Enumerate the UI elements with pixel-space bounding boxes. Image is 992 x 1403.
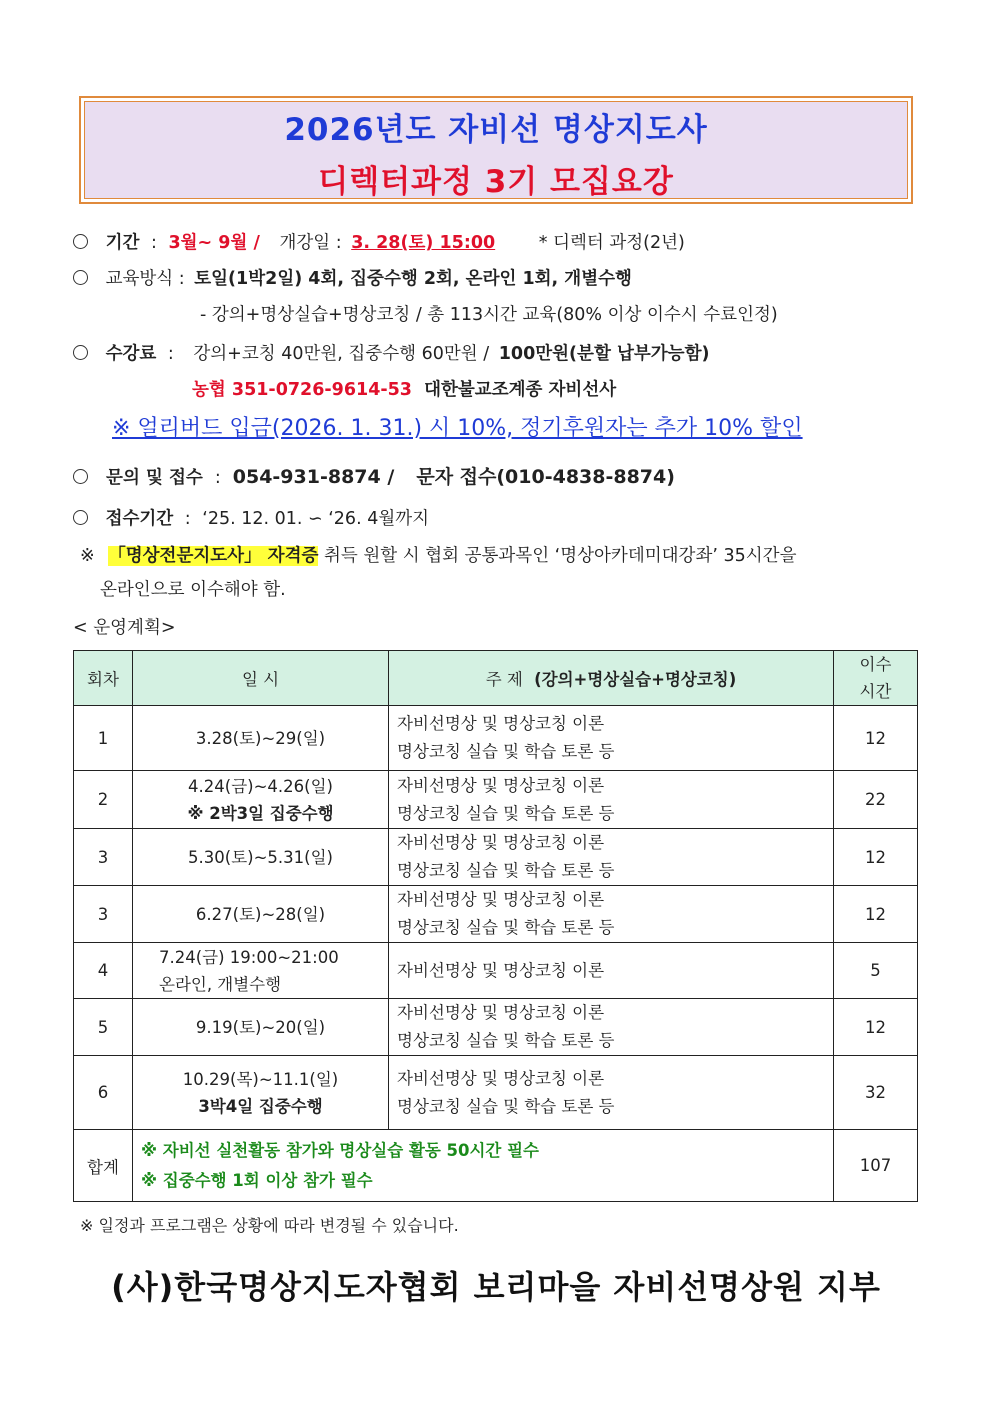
row-date-2: 온라인, 개별수행 — [159, 974, 282, 994]
total-note-1: ※ 자비선 실천활동 참가와 명상실습 활동 50시간 필수 — [141, 1140, 539, 1160]
schedule-note: ※ 일정과 프로그램은 상황에 따라 변경될 수 있습니다. — [80, 1216, 459, 1235]
header-no: 회차 — [74, 651, 133, 706]
method-value: 토일(1박2일) 4회, 집중수행 2회, 온라인 1회, 개별수행 — [194, 269, 632, 289]
row-topic — [389, 706, 834, 771]
method-label: 교육방식 : — [105, 269, 185, 289]
bank-row — [192, 376, 616, 401]
table-row — [74, 1056, 918, 1130]
header-date: 일 시 — [133, 651, 389, 706]
header-hours-2: 시간 — [859, 682, 892, 701]
row-topic — [389, 886, 834, 943]
row-date-2: 3박4일 집중수행 — [198, 1096, 323, 1116]
open-date: 3. 28(토) 15:00 — [351, 233, 496, 253]
row-topic-1: 자비선명상 및 명상코칭 이론 — [397, 1003, 605, 1022]
row-hours: 12 — [834, 829, 918, 886]
row-hours: 12 — [834, 706, 918, 771]
row-date-1: 4.24(금)~4.26(일) — [188, 776, 333, 796]
table-total-row — [74, 1130, 918, 1202]
fee-value: 강의+코칭 40만원, 집중수행 60만원 / — [193, 344, 490, 364]
row-topic — [389, 771, 834, 829]
method-detail: - 강의+명상실습+명상코칭 / 총 113시간 교육(80% 이상 이수시 수료인정) — [200, 305, 778, 325]
row-topic-2: 명상코칭 실습 및 학습 토론 등 — [397, 803, 615, 823]
row-hours: 12 — [834, 999, 918, 1056]
bullet-circle-icon — [73, 510, 88, 525]
row-no: 4 — [74, 943, 133, 999]
table-row — [74, 943, 918, 999]
row-hours: 5 — [834, 943, 918, 999]
account-holder: 대한불교조계종 자비선사 — [424, 380, 617, 400]
row-date — [133, 1056, 389, 1130]
row-date-1: 10.29(목)~11.1(일) — [182, 1069, 339, 1089]
row-topic-1: 자비선명상 및 명상코칭 이론 — [397, 833, 605, 852]
contact-sms: 문자 접수(010-4838-8874) — [416, 466, 675, 488]
row-hours: 32 — [834, 1056, 918, 1130]
fee-total: 100만원(분할 납부가능함) — [498, 344, 710, 364]
registration-value: ‘25. 12. 01. ∽ ‘26. 4월까지 — [202, 509, 430, 529]
header-topic-main: 주 제 — [485, 670, 523, 689]
row-date — [133, 886, 389, 943]
header-hours-1: 이수 — [859, 655, 892, 674]
certificate-text-2: 온라인으로 이수해야 함. — [100, 580, 286, 600]
period-row: 기간 : 3월~ 9월 / 개강일 : 3. 28(토) 15:00 * 디렉터 과정(2년) — [73, 229, 685, 254]
table-row — [74, 706, 918, 771]
row-hours: 22 — [834, 771, 918, 829]
row-date — [133, 771, 389, 829]
row-topic-1: 자비선명상 및 명상코칭 이론 — [397, 960, 605, 980]
open-label: 개강일 : — [279, 233, 342, 253]
total-label: 합계 — [74, 1130, 133, 1202]
period-note: * 디렉터 과정(2년) — [538, 233, 685, 253]
table-row — [74, 999, 918, 1056]
schedule-table — [73, 650, 918, 1202]
row-topic-1: 자비선명상 및 명상코칭 이론 — [397, 714, 605, 733]
row-date-1: 7.24(금) 19:00~21:00 — [159, 947, 339, 967]
table-row — [74, 771, 918, 829]
row-topic-1: 자비선명상 및 명상코칭 이론 — [397, 775, 605, 795]
row-date-1: 9.19(토)~20(일) — [195, 1017, 326, 1037]
bullet-circle-icon — [73, 345, 88, 360]
row-date — [133, 999, 389, 1056]
row-date-1: 5.30(토)~5.31(일) — [188, 847, 333, 867]
table-row — [74, 886, 918, 943]
row-topic-1: 자비선명상 및 명상코칭 이론 — [397, 890, 605, 909]
bullet-circle-icon — [73, 234, 88, 249]
header-topic — [389, 651, 834, 706]
row-date-1: 6.27(토)~28(일) — [195, 904, 326, 924]
row-topic-2: 명상코칭 실습 및 학습 토론 등 — [397, 918, 615, 937]
certificate-highlight: 「명상전문지도사」 자격증 — [108, 546, 319, 566]
table-header-row — [74, 651, 918, 706]
period-label: 기간 — [105, 233, 140, 253]
total-note-2: ※ 집중수행 1회 이상 참가 필수 — [141, 1170, 373, 1190]
fee-row: 수강료 : 강의+코칭 40만원, 집중수행 60만원 / 100만원(분할 납부가능함) — [73, 340, 709, 365]
row-topic — [389, 999, 834, 1056]
footer-organization: (사)한국명상지도자협회 보리마을 자비선명상원 지부 — [111, 1268, 881, 1306]
total-notes — [133, 1130, 834, 1202]
registration-label: 접수기간 — [105, 509, 174, 529]
row-date — [133, 943, 389, 999]
row-topic — [389, 829, 834, 886]
header-hours — [834, 651, 918, 706]
certificate-text: 취득 원할 시 협회 공통과목인 ‘명상아카데미대강좌’ 35시간을 — [323, 546, 797, 566]
note-mark: ※ — [80, 546, 95, 566]
certificate-note — [80, 542, 796, 567]
row-no: 2 — [74, 771, 133, 829]
row-no: 3 — [74, 886, 133, 943]
plan-heading: < 운영계획> — [73, 618, 176, 638]
contact-label: 문의 및 접수 — [106, 468, 203, 488]
method-row — [73, 265, 632, 290]
bullet-circle-icon — [73, 270, 88, 285]
bank-account: 농협 351-0726-9614-53 — [192, 380, 412, 400]
row-topic-1: 자비선명상 및 명상코칭 이론 — [397, 1068, 605, 1088]
row-date-2: ※ 2박3일 집중수행 — [187, 803, 334, 823]
row-no: 6 — [74, 1056, 133, 1130]
contact-row: 문의 및 접수 : 054-931-8874 / 문자 접수(010-4838-8874) — [73, 462, 675, 489]
header-topic-sub: (강의+명상실습+명상코칭) — [534, 670, 737, 689]
row-date — [133, 829, 389, 886]
row-topic — [389, 1056, 834, 1130]
page-title: 2026년도 자비선 명상지도사 — [284, 112, 708, 148]
row-topic — [389, 943, 834, 999]
row-topic-2: 명상코칭 실습 및 학습 토론 등 — [397, 1031, 615, 1050]
total-hours: 107 — [834, 1130, 918, 1202]
row-hours: 12 — [834, 886, 918, 943]
row-topic-2: 명상코칭 실습 및 학습 토론 등 — [397, 861, 615, 880]
row-topic-2: 명상코칭 실습 및 학습 토론 등 — [397, 1096, 615, 1116]
registration-row: 접수기간 : ‘25. 12. 01. ∽ ‘26. 4월까지 — [73, 505, 429, 530]
row-date — [133, 706, 389, 771]
row-no: 1 — [74, 706, 133, 771]
contact-phone: 054-931-8874 / — [232, 466, 395, 488]
period-value: 3월~ 9월 / — [168, 233, 260, 253]
table-row — [74, 829, 918, 886]
row-topic-2: 명상코칭 실습 및 학습 토론 등 — [397, 742, 615, 761]
fee-label: 수강료 — [105, 344, 157, 364]
early-bird-discount: ※ 얼리버드 입금(2026. 1. 31.) 시 10%, 정기후원자는 추가 10% 할인 — [112, 416, 803, 441]
bullet-circle-icon — [73, 469, 88, 484]
row-date-1: 3.28(토)~29(일) — [195, 728, 326, 748]
row-no: 5 — [74, 999, 133, 1056]
page-subtitle: 디렉터과정 3기 모집요강 — [318, 164, 674, 200]
row-no: 3 — [74, 829, 133, 886]
